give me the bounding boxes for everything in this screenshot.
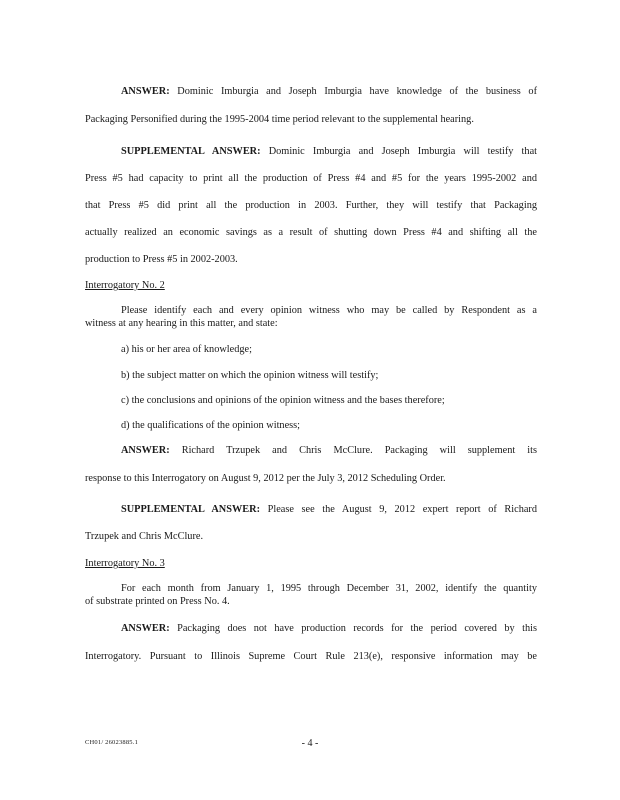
interrogatory-2-answer-line-2: response to this Interrogatory on August 9, 2012 per the July 3, 2012 Scheduling Order. xyxy=(85,473,446,484)
answer-1-line-1 xyxy=(85,85,537,98)
interrogatory-2-item-d: d) the qualifications of the opinion witness; xyxy=(121,420,301,431)
page-number: - 4 - xyxy=(301,738,319,749)
interrogatory-2-supplemental-line-2: Trzupek and Chris McClure. xyxy=(85,531,204,542)
supplemental-answer-1-line-2: Press #5 had capacity to print all the production of Press #4 and #5 for the years 1995-2002 and xyxy=(85,173,537,184)
interrogatory-2-item-b: b) the subject matter on which the opinion witness will testify; xyxy=(121,370,379,381)
answer-label: ANSWER: xyxy=(121,86,170,97)
interrogatory-2-item-a: a) his or her area of knowledge; xyxy=(121,344,252,355)
interrogatory-2-question-line-1: Please identify each and every opinion witness who may be called by Respondent as a xyxy=(121,305,537,316)
supplemental-answer-text: Please see the August 9, 2012 expert report of Richard xyxy=(267,504,537,515)
interrogatory-2-item-c: c) the conclusions and opinions of the opinion witness and the bases therefore; xyxy=(121,395,445,406)
interrogatory-3-question-line-2: of substrate printed on Press No. 4. xyxy=(85,596,230,607)
interrogatory-3-question-line-1: For each month from January 1, 1995 through December 31, 2002, identify the quantity xyxy=(121,583,537,594)
interrogatory-3-answer-line-1 xyxy=(85,622,537,635)
supplemental-answer-text: Dominic Imburgia and Joseph Imburgia will testify that xyxy=(268,146,538,157)
supplemental-answer-1-line-5: production to Press #5 in 2002-2003. xyxy=(85,254,238,265)
interrogatory-3-heading: Interrogatory No. 3 xyxy=(85,558,165,569)
interrogatory-2-heading: Interrogatory No. 2 xyxy=(85,280,165,291)
supplemental-answer-label: SUPPLEMENTAL ANSWER: xyxy=(121,504,260,515)
footer-document-id: CH01/ 26023885.1 xyxy=(85,739,139,746)
supplemental-answer-label: SUPPLEMENTAL ANSWER: xyxy=(121,146,261,157)
supplemental-answer-1-line-3: that Press #5 did print all the production in 2003. Further, they will testify that Packaging xyxy=(85,200,537,211)
answer-text: Packaging does not have production records for the period covered by this xyxy=(177,623,537,634)
answer-text: Richard Trzupek and Chris McClure. Packaging will supplement its xyxy=(181,445,537,456)
interrogatory-3-answer-line-2: Interrogatory. Pursuant to Illinois Supreme Court Rule 213(e), responsive information may be xyxy=(85,651,537,662)
answer-text: Dominic Imburgia and Joseph Imburgia have knowledge of the business of xyxy=(177,86,538,97)
supplemental-answer-1-line-4: actually realized an economic savings as a result of shutting down Press #4 and shifting all the xyxy=(85,227,537,238)
interrogatory-2-question-line-2: witness at any hearing in this matter, and state: xyxy=(85,318,278,329)
interrogatory-2-supplemental-line-1 xyxy=(85,503,537,516)
supplemental-answer-1-line-1 xyxy=(85,145,537,158)
answer-1-line-2: Packaging Personified during the 1995-2004 time period relevant to the supplemental hearing. xyxy=(85,114,474,125)
answer-label: ANSWER: xyxy=(121,445,170,456)
interrogatory-2-answer-line-1 xyxy=(85,444,537,457)
answer-label: ANSWER: xyxy=(121,623,170,634)
